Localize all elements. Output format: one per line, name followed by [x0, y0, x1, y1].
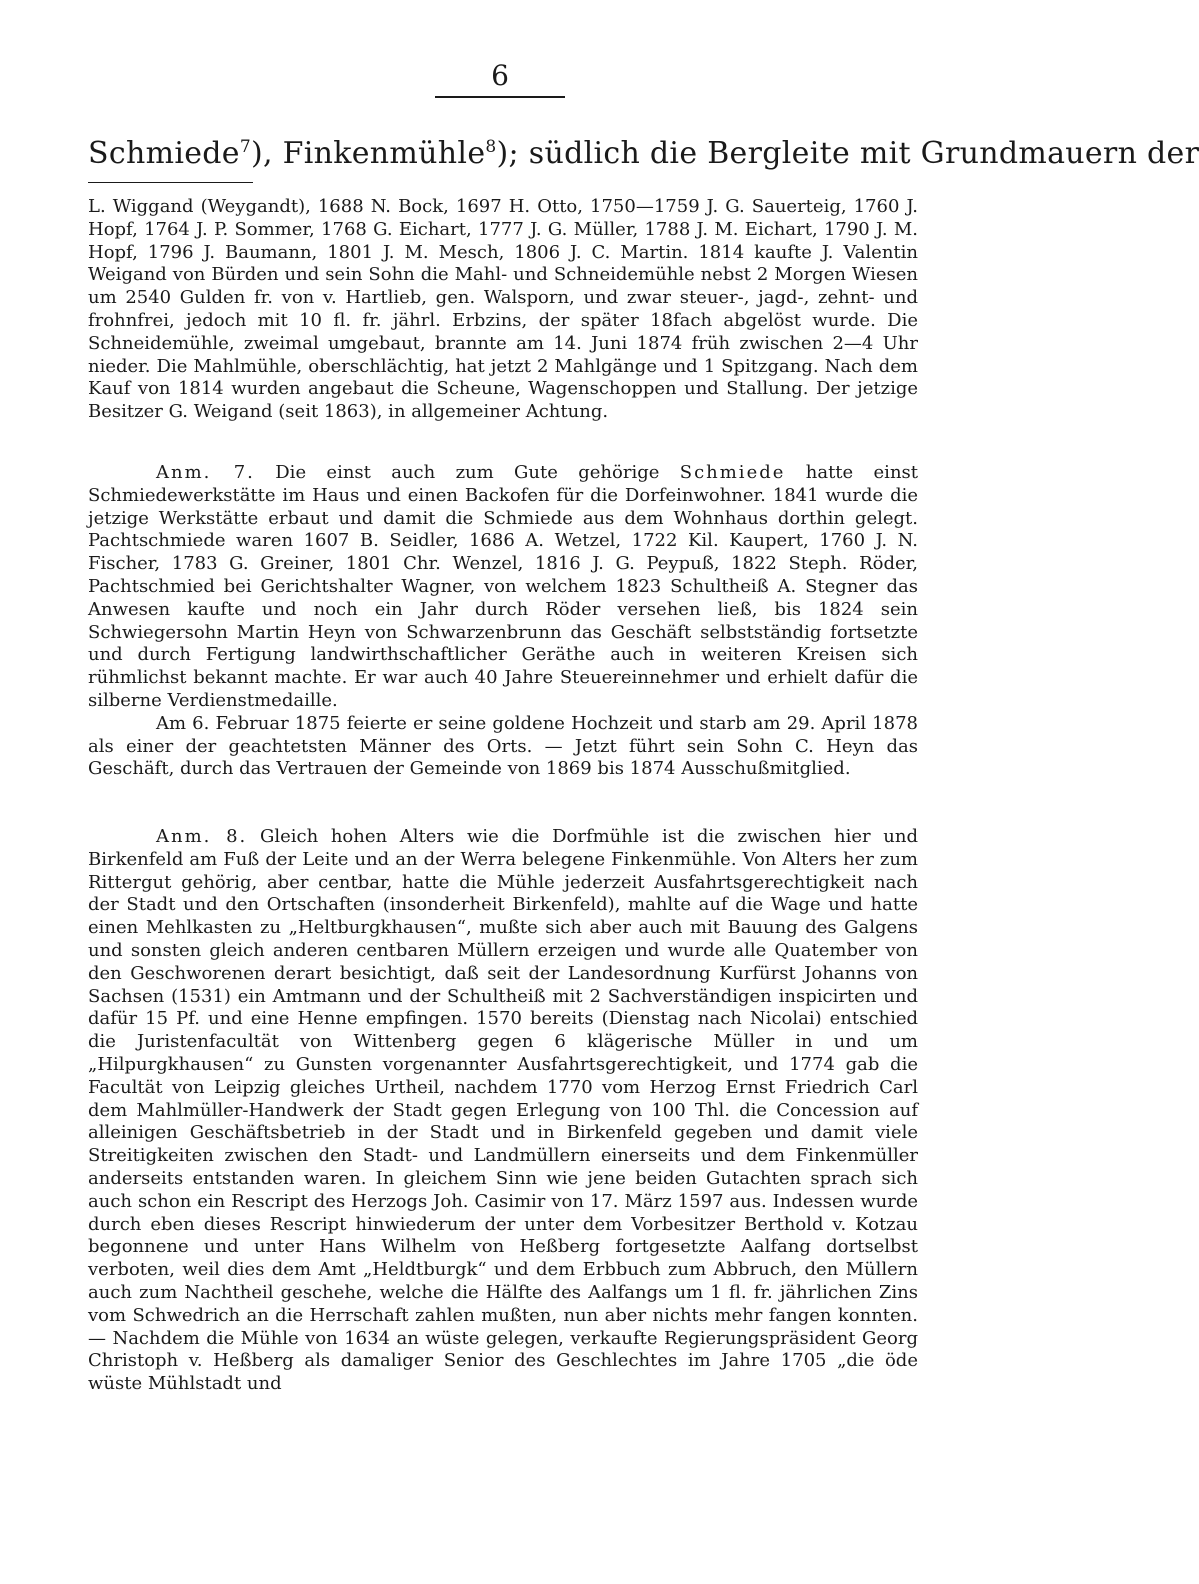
page-number: 6: [491, 59, 509, 92]
footnote-7-text: hatte einst Schmiedewerkstätte im Haus und einen Backofen für die Dorfeinwohner. 1841 wurde die jetzige Werkstätte erbaut und damit die Schmiede aus dem Wohnhaus dorthin gelegt. Pachtschmiede waren 1607 B. Seidler, 1686 A. Wetzel, 1722 Kil. Kaupert, 1760 J. N. Fischer, 1783 G. Greiner, 1801 Chr. Wenzel, 1816 J. G. Peypuß, 1822 Steph. Röder, Pachtschmied bei Gerichtshalter Wagner, von welchem 1823 Schultheiß A. Stegner das Anwesen kaufte und noch ein Jahr durch Röder versehen ließ, bis 1824 sein Schwiegersohn Martin Heyn von Schwarzenbrunn das Geschäft selbstständig fortsetzte und durch Fertigung landwirthschaftlicher Geräthe auch in weiteren Kreisen sich rühmlichst bekannt machte. Er war auch 40 Jahre Steuereinnehmer und erhielt dafür die silberne Verdienstmedaille.: [88, 462, 919, 711]
footnote-8-label: Anm. 8.: [156, 826, 248, 847]
footnote-separator: [88, 182, 253, 183]
footnote-ref-7: 7: [239, 137, 251, 157]
footnote-8: [88, 826, 918, 1396]
footnote-ref-8: 8: [485, 137, 497, 157]
headline-part-a: Schmiede: [88, 136, 240, 171]
footnote-8-paragraph: [88, 826, 918, 1396]
footnote-7-label: Anm. 7.: [156, 462, 255, 483]
footnote-7-paragraph-2: Am 6. Februar 1875 feierte er seine goldene Hochzeit und starb am 29. April 1878 als einer der geachtetsten Männer des Orts. — Jetzt führt sein Sohn C. Heyn das Geschäft, durch das Vertrauen der Gemeinde von 1869 bis 1874 Ausschußmitglied.: [88, 712, 918, 780]
continuation-paragraph: L. Wiggand (Weygandt), 1688 N. Bock, 1697 H. Otto, 1750—1759 J. G. Sauerteig, 1760 J. Hopf, 1764 J. P. Sommer, 1768 G. Eichart, 1777 J. G. Müller, 1788 J. M. Eichart, 1790 J. M. Hopf, 1796 J. Baumann, 1801 J. M. Mesch, 1806 J. C. Martin. 1814 kaufte J. Valentin Weigand von Bürden und sein Sohn die Mahl- und Schneidemühle nebst 2 Morgen Wiesen um 2540 Gulden fr. von v. Hartlieb, gen. Walsporn, und zwar steuer-, jagd-, zehnt- und frohnfrei, jedoch mit 10 fl. fr. jährl. Erbzins, der später 18fach abgelöst wurde. Die Schneidemühle, zweimal umgebaut, brannte am 14. Juni 1874 früh zwischen 2—4 Uhr nieder. Die Mahlmühle, oberschlächtig, hat jetzt 2 Mahlgänge und 1 Spitzgang. Nach dem Kauf von 1814 wurden angebaut die Scheune, Wagenschoppen und Stallung. Der jetzige Besitzer G. Weigand (seit 1863), in allgemeiner Achtung.: [88, 196, 918, 423]
headline-part-b: ), Finkenmühle: [250, 136, 486, 171]
headline-part-c: ); südlich die Bergleite mit Grundmauern der: [496, 136, 1199, 171]
footnote-7-keyword: Schmiede: [679, 462, 786, 483]
headline: [88, 128, 1199, 173]
top-rule: [435, 96, 565, 98]
footnote-7: [88, 462, 918, 781]
footnote-8-text: Gleich hohen Alters wie die Dorfmühle ist die zwischen hier und Birkenfeld am Fuß der Leite und an der Werra belegene Finkenmühle. Von Alters her zum Rittergut gehörig, aber centbar, hatte die Mühle jederzeit Ausfahrtsgerechtigkeit nach der Stadt und den Ortschaften (insonderheit Birkenfeld), mahlte auf die Wage und hatte einen Mehlkasten zu „Heltburgkhausen“, mußte sich aber auch mit Bauung des Galgens und sonsten gleich anderen centbaren Müllern erzeigen und wurde alle Quatember von den Geschworenen derart besichtigt, daß seit der Landesordnung Kurfürst Johanns von Sachsen (1531) ein Amtmann und der Schultheiß mit 2 Sachverständigen inspicirten und dafür 15 Pf. und eine Henne empfingen. 1570 bereits (Dienstag nach Nicolai) entschied die Juristenfacultät von Wittenberg gegen 6 klägerische Müller in und um „Hilpurgkhausen“ zu Gunsten vorgenannter Ausfahrtsgerechtigkeit, und 1774 gab die Facultät von Leipzig gleiches Urtheil, nachdem 1770 vom Herzog Ernst Friedrich Carl dem Mahlmüller-Handwerk der Stadt gegen Erlegung von 100 Thl. die Concession auf alleinigen Geschäftsbetrieb in der Stadt und in Birkenfeld gegeben und damit viele Streitigkeiten zwischen den Stadt- und Landmüllern einerseits und dem Finkenmüller anderseits entstanden waren. In gleichem Sinn wie jene beiden Gutachten sprach sich auch schon ein Rescript des Herzogs Joh. Casimir von 17. März 1597 aus. Indessen wurde durch eben dieses Rescript hinwiederum der unter dem Vorbesitzer Berthold v. Kotzau begonnene und unter Hans Wilhelm von Heßberg fortgesetzte Aalfang dortselbst verboten, weil dies dem Amt „Heldtburgk“ und dem Erbbuch zum Abbruch, den Müllern auch zum Nachtheil geschehe, welche die Hälfte des Aalfangs um 1 fl. fr. jährlichen Zins vom Schwedrich an die Herrschaft zahlen mußten, nun aber nichts mehr fangen konnten. — Nachdem die Mühle von 1634 an wüste gelegen, verkaufte Regierungspräsident Georg Christoph v. Heßberg als damaliger Senior des Geschlechtes im Jahre 1705 „die öde wüste Mühlstadt und: [88, 826, 918, 1395]
footnote-7-paragraph: [88, 462, 918, 713]
footnote-7-intro: Die einst auch zum Gute gehörige: [275, 462, 660, 483]
footnote-continuation: [88, 196, 918, 424]
